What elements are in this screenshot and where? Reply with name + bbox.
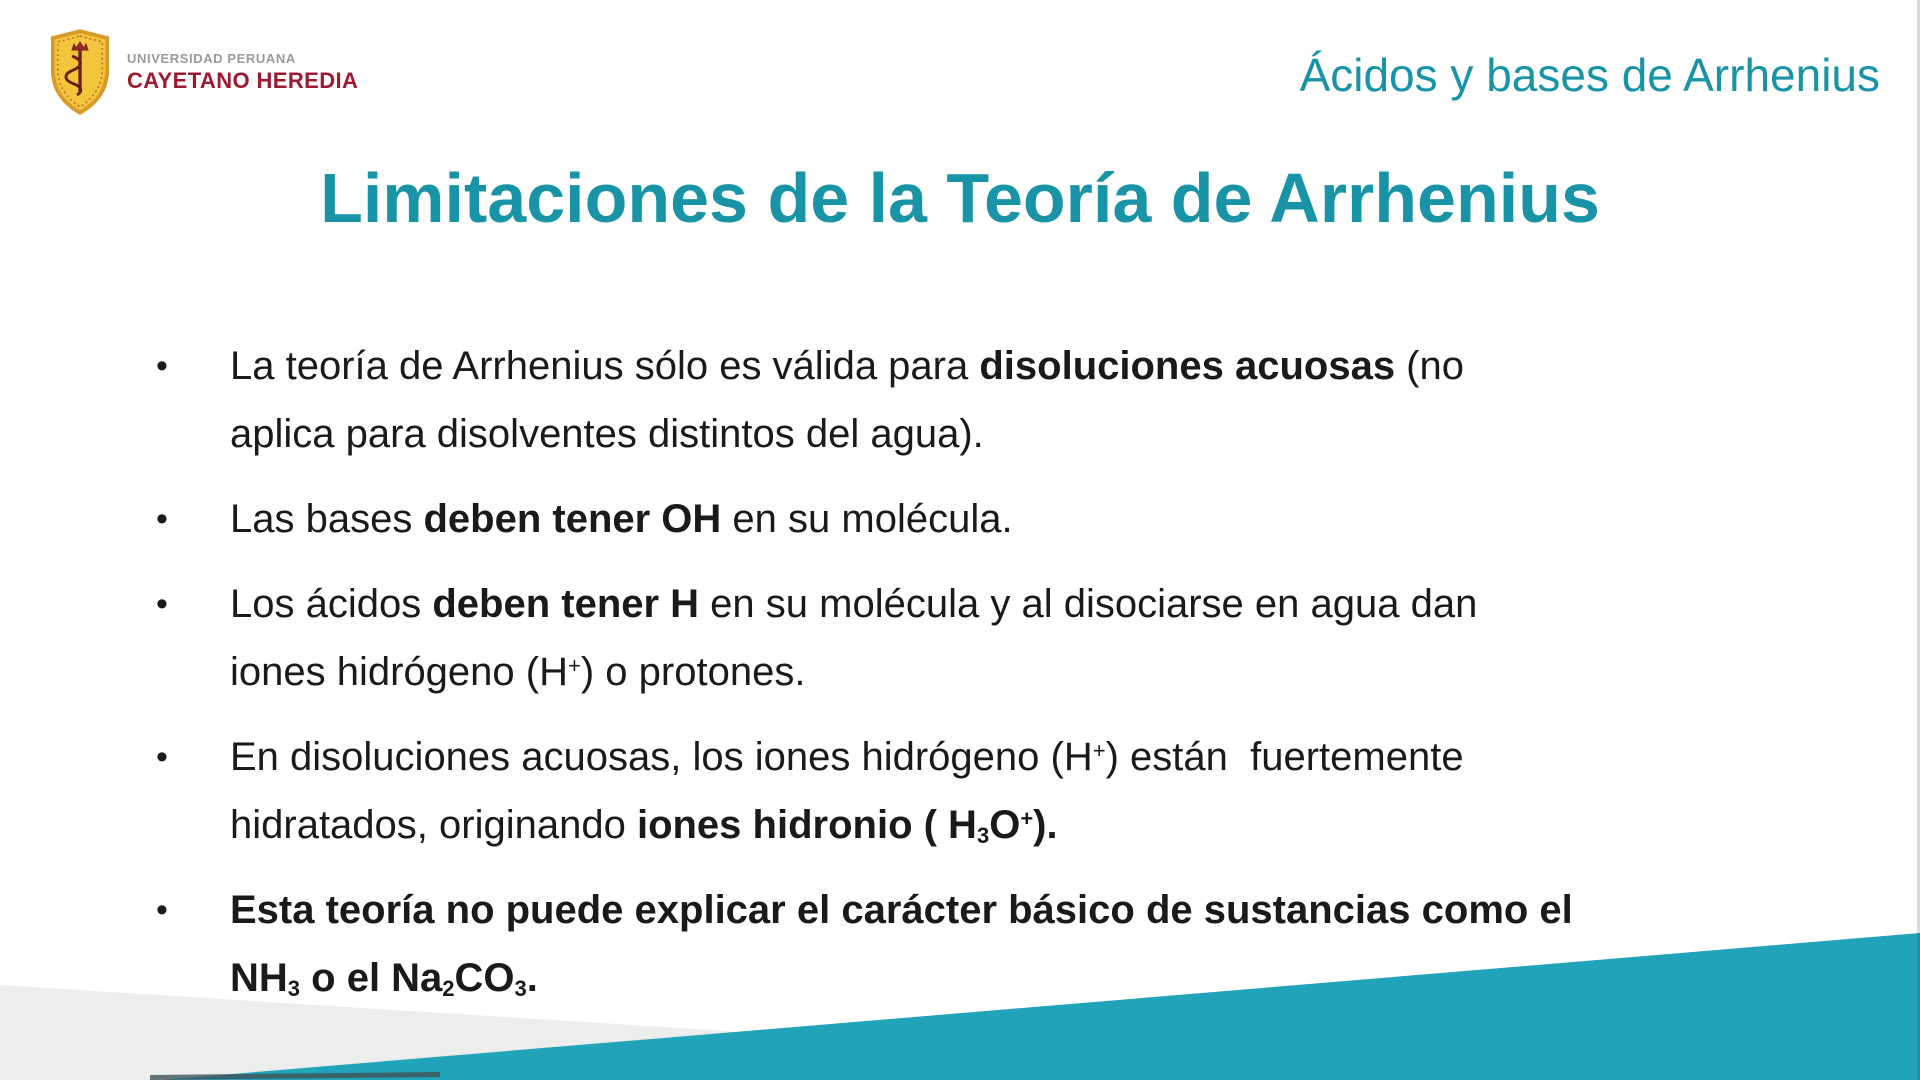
text-segment: iones hidrógeno (H	[230, 650, 568, 694]
bullet-text-line	[230, 638, 1830, 706]
bullet-text	[230, 570, 1830, 706]
bullet-item	[150, 876, 1830, 1012]
bullet-marker: •	[156, 347, 168, 385]
bullet-item	[150, 485, 1830, 553]
text-segment: ) están fuertemente	[1105, 735, 1464, 779]
bullet-text-line	[230, 791, 1830, 859]
text-segment: iones hidronio ( H	[636, 803, 977, 847]
text-segment: CO	[454, 956, 515, 1000]
uph-shield-caduceus-icon	[48, 28, 112, 116]
text-segment: Los ácidos	[230, 582, 433, 626]
logo-university-line: UNIVERSIDAD PERUANA	[127, 50, 296, 66]
bullet-text	[230, 876, 1830, 1012]
bullet-text-line	[230, 485, 1830, 553]
text-segment: disoluciones acuosas	[979, 344, 1396, 388]
text-segment: La teoría de Arrhenius sólo es válida para	[230, 344, 980, 388]
university-logo	[48, 28, 358, 116]
text-segment: Esta teoría no puede explicar el carácter básico de sustancias como el	[230, 888, 1573, 932]
slide-title: Limitaciones de la Teoría de Arrhenius	[320, 159, 1600, 237]
bullet-text	[230, 332, 1830, 468]
text-segment: ) o protones.	[580, 650, 806, 694]
bullet-text-line	[230, 944, 1830, 1012]
text-segment: 3	[287, 975, 301, 1001]
bullet-text-line	[230, 570, 1830, 638]
bullet-marker: •	[156, 891, 168, 929]
bullet-item	[150, 332, 1830, 468]
bullet-text	[230, 723, 1830, 859]
text-segment: deben tener H	[432, 582, 700, 626]
text-segment: +	[1092, 737, 1106, 763]
logo-name-line: CAYETANO HEREDIA	[127, 67, 359, 93]
text-segment: (no	[1395, 344, 1464, 388]
text-segment: o el Na	[300, 956, 443, 1000]
bullet-list	[150, 332, 1830, 1029]
text-segment: ).	[1033, 803, 1058, 847]
bullet-text	[230, 485, 1830, 553]
bullet-marker: •	[156, 500, 168, 538]
text-segment: +	[568, 652, 581, 678]
text-segment: 2	[442, 975, 455, 1001]
text-segment: en su molécula.	[721, 497, 1013, 541]
bullet-marker: •	[156, 738, 168, 776]
lesson-title: Ácidos y bases de Arrhenius	[1299, 49, 1880, 101]
bullet-text-line	[230, 400, 1830, 468]
logo-wordmark	[127, 51, 358, 94]
text-segment: en su molécula y al disociarse en agua dan	[699, 582, 1478, 626]
text-segment: En disoluciones acuosas, los iones hidrógeno (H	[230, 735, 1093, 779]
text-segment: .	[526, 956, 538, 1000]
bullet-item	[150, 723, 1830, 859]
text-segment: +	[1020, 805, 1034, 831]
text-segment: NH	[230, 956, 288, 1000]
text-segment: 3	[514, 975, 527, 1001]
bullet-text-line	[230, 876, 1830, 944]
text-segment: deben tener OH	[423, 497, 722, 541]
bullet-text-line	[230, 332, 1830, 400]
text-segment: 3	[976, 822, 990, 848]
text-segment: hidratados, originando	[230, 803, 637, 847]
text-segment: O	[989, 803, 1021, 847]
bullet-marker: •	[156, 585, 168, 623]
text-segment: aplica para disolventes distintos del agua).	[230, 412, 984, 456]
text-segment: Las bases	[230, 497, 424, 541]
bullet-text-line	[230, 723, 1830, 791]
bullet-item	[150, 570, 1830, 706]
